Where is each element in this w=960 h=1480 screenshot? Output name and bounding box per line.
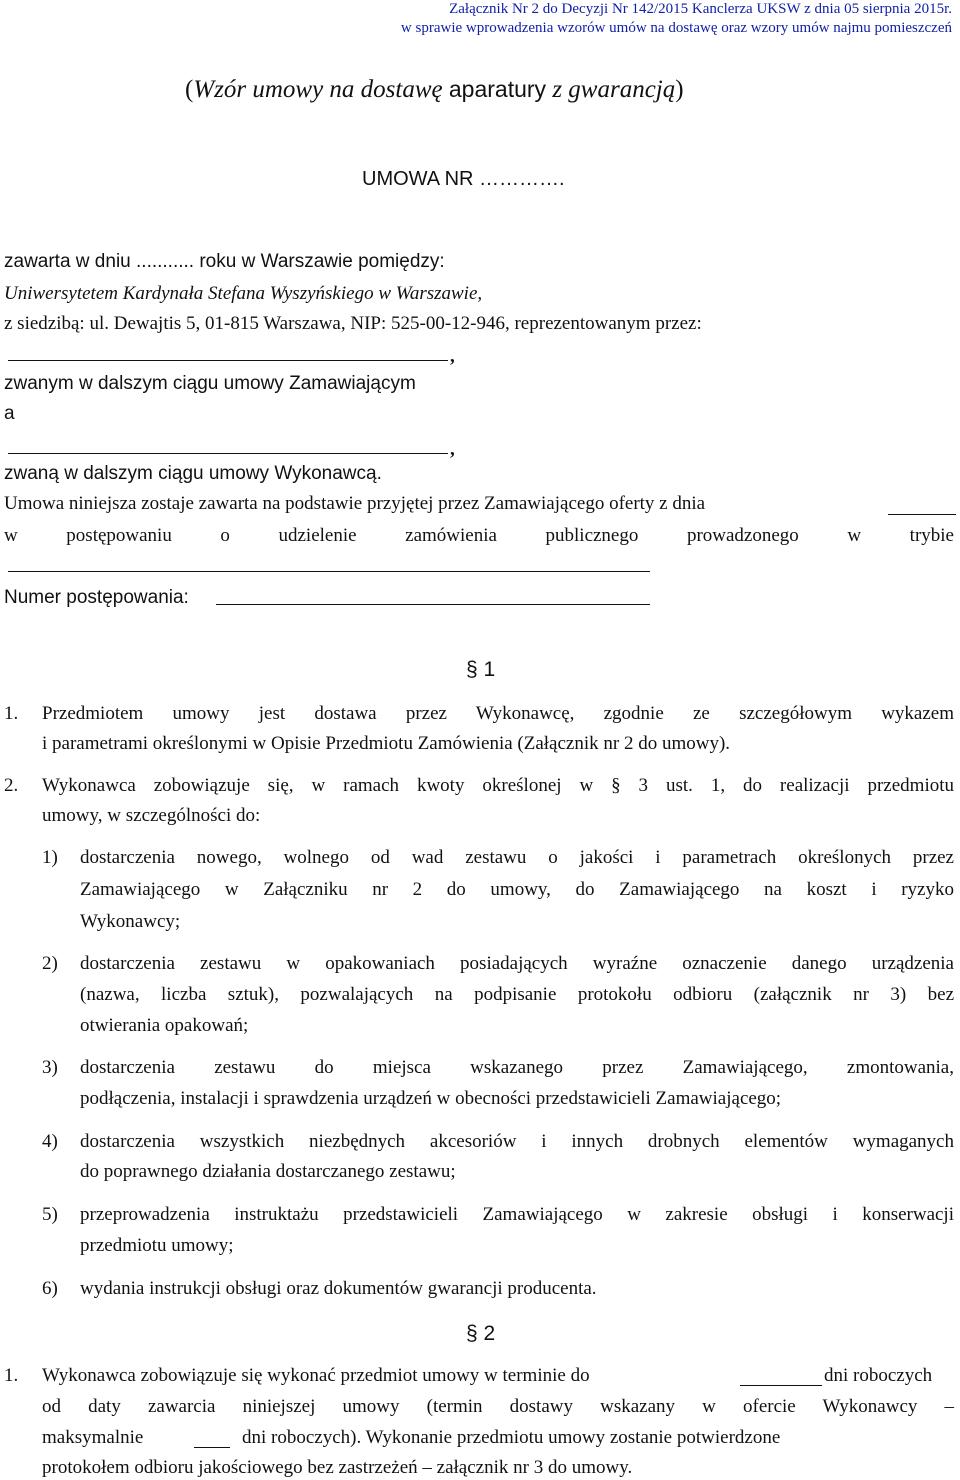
s1-item-line: dostarczenia zestawu w opakowaniach posiadających wyraźne oznaczenie danego urządzenia (80, 953, 954, 974)
title-open-paren: ( (185, 76, 194, 103)
s1-p1-number: 1. (4, 703, 19, 724)
supplier-blank[interactable] (8, 453, 448, 454)
buyer-designation: zwanym w dalszym ciągu umowy Zamawiającym (4, 373, 416, 394)
s2-p1-line4: protokołem odbioru jakościowego bez zastrzeżeń – załącznik nr 3 do umowy. (42, 1457, 633, 1478)
supplier-designation: zwaną w dalszym ciągu umowy Wykonawcą. (4, 463, 382, 484)
s1-p1-line1: Przedmiotem umowy jest dostawa przez Wykonawcę, zgodnie ze szczegółowym wykazem (42, 703, 954, 724)
representative-comma: , (450, 346, 455, 367)
s1-item-number: 5) (42, 1204, 58, 1225)
s1-item-line: przeprowadzenia instruktażu przedstawicieli Zamawiającego w zakresie obsługi i konserwacji (80, 1204, 954, 1225)
decision-header-line1: Załącznik Nr 2 do Decyzji Nr 142/2015 Kanclerza UKSW z dnia 05 sierpnia 2015r. (449, 1, 952, 17)
s1-item-line: przedmiotu umowy; (80, 1235, 234, 1256)
s2-p1-line1b: dni roboczych (824, 1365, 933, 1386)
s1-item-number: 4) (42, 1131, 58, 1152)
s1-item-line: otwierania opakowań; (80, 1015, 249, 1036)
s1-item-number: 2) (42, 953, 58, 974)
s2-p1-line2: od daty zawarcia niniejszej umowy (termin dostawy wskazany w ofercie Wykonawcy – (42, 1396, 954, 1417)
s1-item-line: dostarczenia wszystkich niezbędnych akcesoriów i innych drobnych elementów wymaganych (80, 1131, 954, 1152)
deadline-days-blank[interactable] (740, 1385, 822, 1386)
contract-number: UMOWA NR …………. (362, 168, 565, 190)
s1-item-line: dostarczenia zestawu do miejsca wskazanego przez Zamawiającego, zmontowania, (80, 1057, 954, 1078)
procedure-mode-blank[interactable] (8, 571, 650, 572)
s1-item-line: podłączenia, instalacji i sprawdzenia urządzeń w obecności przedstawicieli Zamawiającego; (80, 1088, 782, 1109)
s2-p1-number: 1. (4, 1365, 19, 1386)
procedure-number-label: Numer postępowania: (4, 587, 189, 608)
section-1-title: § 1 (466, 658, 496, 681)
title-italic-part: Wzór umowy na dostawę (193, 76, 443, 103)
s1-p2-line2: umowy, w szczególności do: (42, 805, 261, 826)
s1-p2-line1: Wykonawca zobowiązuje się, w ramach kwoty określonej w § 3 ust. 1, do realizacji przedmiotu (42, 775, 954, 796)
s1-item-line: Wykonawcy; (80, 911, 181, 932)
s1-item-line: (nazwa, liczba sztuk), pozwalających na podpisanie protokołu odbioru (załącznik nr 3) bez (80, 984, 954, 1005)
representative-blank[interactable] (8, 360, 448, 361)
university-seat: z siedzibą: ul. Dewajtis 5, 01-815 Warszawa, NIP: 525-00-12-946, reprezentowanym przez: (4, 313, 702, 334)
decision-header-line2: w sprawie wprowadzenia wzorów umów na dostawę oraz wzory umów najmu pomieszczeń (400, 20, 952, 36)
university-name: Uniwersytetem Kardynała Stefana Wyszyńskiego w Warszawie, (4, 283, 483, 304)
s2-p1-line3a: maksymalnie (42, 1427, 144, 1448)
title-italic-part2: z gwarancją (552, 76, 676, 103)
s1-item-line: Zamawiającego w Załączniku nr 2 do umowy, do Zamawiającego na koszt i ryzyko (80, 879, 954, 900)
s1-item-line: wydania instrukcji obsługi oraz dokumentów gwarancji producenta. (80, 1278, 597, 1299)
s2-p1-line1a: Wykonawca zobowiązuje się wykonać przedmiot umowy w terminie do (42, 1365, 590, 1386)
concluded-line: zawarta w dniu ........... roku w Warszawie pomiędzy: (4, 251, 445, 272)
basis-line2: w postępowaniu o udzielenie zamówienia publicznego prowadzonego w trybie (4, 525, 954, 546)
title-word: aparatury (448, 76, 547, 102)
s1-p1-line2: i parametrami określonymi w Opisie Przedmiotu Zamówienia (Załącznik nr 2 do umowy). (42, 733, 731, 754)
section-2-title: § 2 (466, 1322, 496, 1345)
s1-item-line: dostarczenia nowego, wolnego od wad zestawu o jakości i parametrach określonych przez (80, 847, 954, 868)
template-title (185, 74, 684, 105)
max-days-blank[interactable] (194, 1447, 230, 1448)
basis-line1: Umowa niniejsza zostaje zawarta na podstawie przyjętej przez Zamawiającego oferty z dnia (4, 493, 706, 514)
s1-p2-number: 2. (4, 775, 19, 796)
offer-date-blank[interactable] (888, 514, 956, 515)
s2-p1-line3b: dni roboczych). Wykonanie przedmiotu umowy zostanie potwierdzone (242, 1427, 781, 1448)
supplier-comma: , (450, 439, 455, 460)
title-close-paren: ) (675, 76, 684, 103)
s1-item-number: 6) (42, 1278, 58, 1299)
and-conjunction: a (4, 403, 15, 424)
s1-item-number: 3) (42, 1057, 58, 1078)
s1-item-number: 1) (42, 847, 58, 868)
s1-item-line: do poprawnego działania dostarczanego zestawu; (80, 1161, 456, 1182)
procedure-number-blank[interactable] (216, 604, 650, 605)
